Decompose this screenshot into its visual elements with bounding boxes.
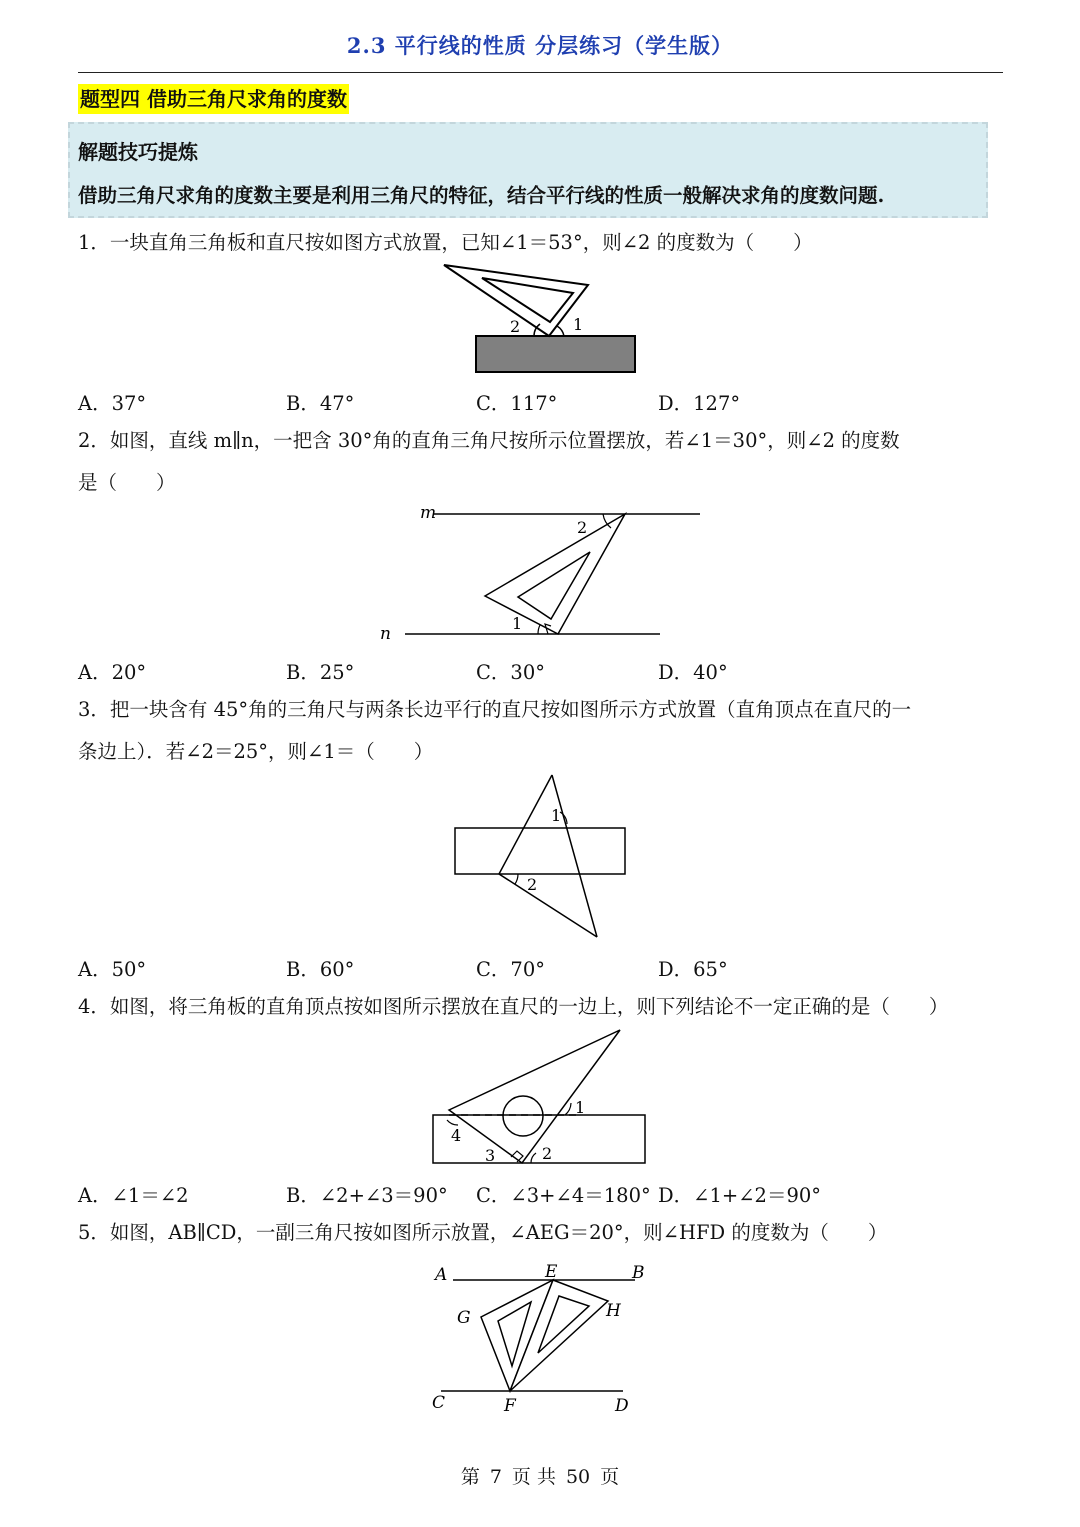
- current-page-number: 7: [489, 1466, 502, 1488]
- question-1-figure: [430, 262, 650, 377]
- q1-option-b[interactable]: B．47°: [286, 392, 355, 415]
- question-5-stem: 5．如图，AB∥CD，一副三角尺按如图所示放置，∠AEG＝20°，则∠HFD 的度数为（ ）: [78, 1221, 888, 1244]
- total-page-count: 50: [565, 1466, 591, 1488]
- tip-title: 解题技巧提炼: [78, 140, 198, 164]
- question-2-stem-line-2: 是（ ）: [78, 471, 176, 494]
- q2-option-c[interactable]: C．30°: [476, 661, 545, 684]
- point-label-d: D: [615, 1396, 629, 1416]
- q4-option-a[interactable]: A．∠1＝∠2: [78, 1184, 189, 1207]
- q2-option-a[interactable]: A．20°: [78, 661, 147, 684]
- point-label-g: G: [457, 1308, 471, 1328]
- q1-option-c[interactable]: C．117°: [476, 392, 558, 415]
- point-label-e: E: [545, 1262, 558, 1282]
- question-3-figure: [445, 770, 635, 945]
- angle-label-4: 4: [451, 1126, 462, 1145]
- header-rule: [78, 72, 1003, 73]
- angle-label-3: 3: [485, 1146, 496, 1165]
- q1-option-d[interactable]: D．127°: [658, 392, 741, 415]
- page-footer: 第 7 页 共 50 页: [460, 1466, 620, 1488]
- angle-label-2: 2: [527, 875, 538, 894]
- q4-option-c[interactable]: C．∠3+∠4＝180°: [476, 1184, 651, 1207]
- q4-option-d[interactable]: D．∠1+∠2＝90°: [658, 1184, 822, 1207]
- point-label-f: F: [504, 1396, 516, 1416]
- point-label-b: B: [632, 1263, 645, 1283]
- question-5-figure: [425, 1258, 655, 1423]
- ruler: [455, 828, 625, 874]
- section-tag: 题型四 借助三角尺求角的度数: [78, 84, 349, 114]
- question-2-figure: [375, 500, 710, 645]
- question-4-stem: 4．如图，将三角板的直角顶点按如图所示摆放在直尺的一边上，则下列结论不一定正确的是（ ）: [78, 995, 949, 1018]
- tip-text: 借助三角尺求角的度数主要是利用三角尺的特征，结合平行线的性质一般解决求角的度数问题.: [78, 184, 885, 207]
- q3-option-a[interactable]: A．50°: [78, 958, 147, 981]
- q3-option-b[interactable]: B．60°: [286, 958, 355, 981]
- question-4-figure: [425, 1025, 655, 1170]
- point-label-c: C: [432, 1393, 446, 1413]
- angle-label-2: 2: [542, 1144, 553, 1163]
- question-2-stem-line-1: 2．如图，直线 m∥n，一把含 30°角的直角三角尺按所示位置摆放，若∠1＝30°，则∠2 的度数: [78, 429, 900, 452]
- angle-label-1: 1: [551, 806, 562, 825]
- line-label-n: n: [380, 624, 391, 644]
- angle-label-2: 2: [510, 317, 521, 336]
- line-label-m: m: [420, 503, 437, 523]
- angle-label-2: 2: [577, 518, 588, 537]
- point-label-a: A: [435, 1265, 448, 1285]
- question-3-stem-line-1: 3．把一块含有 45°角的三角尺与两条长边平行的直尺按如图所示方式放置（直角顶点在直尺的一: [78, 698, 912, 721]
- page-header-title: 2.3 平行线的性质 分层练习（学生版）: [346, 33, 734, 58]
- ruler: [476, 336, 635, 372]
- point-label-h: H: [606, 1301, 621, 1321]
- angle-label-1: 1: [573, 315, 584, 334]
- question-3-stem-line-2: 条边上）．若∠2＝25°，则∠1＝（ ）: [78, 740, 434, 763]
- angle-label-1: 1: [512, 614, 523, 633]
- q2-option-d[interactable]: D．40°: [658, 661, 728, 684]
- question-1-stem: 1．一块直角三角板和直尺按如图方式放置，已知∠1＝53°，则∠2 的度数为（ ）: [78, 231, 813, 254]
- q3-option-c[interactable]: C．70°: [476, 958, 545, 981]
- q2-option-b[interactable]: B．25°: [286, 661, 355, 684]
- q3-option-d[interactable]: D．65°: [658, 958, 728, 981]
- angle-label-1: 1: [575, 1098, 586, 1117]
- q4-option-b[interactable]: B．∠2+∠3＝90°: [286, 1184, 448, 1207]
- q1-option-a[interactable]: A．37°: [78, 392, 147, 415]
